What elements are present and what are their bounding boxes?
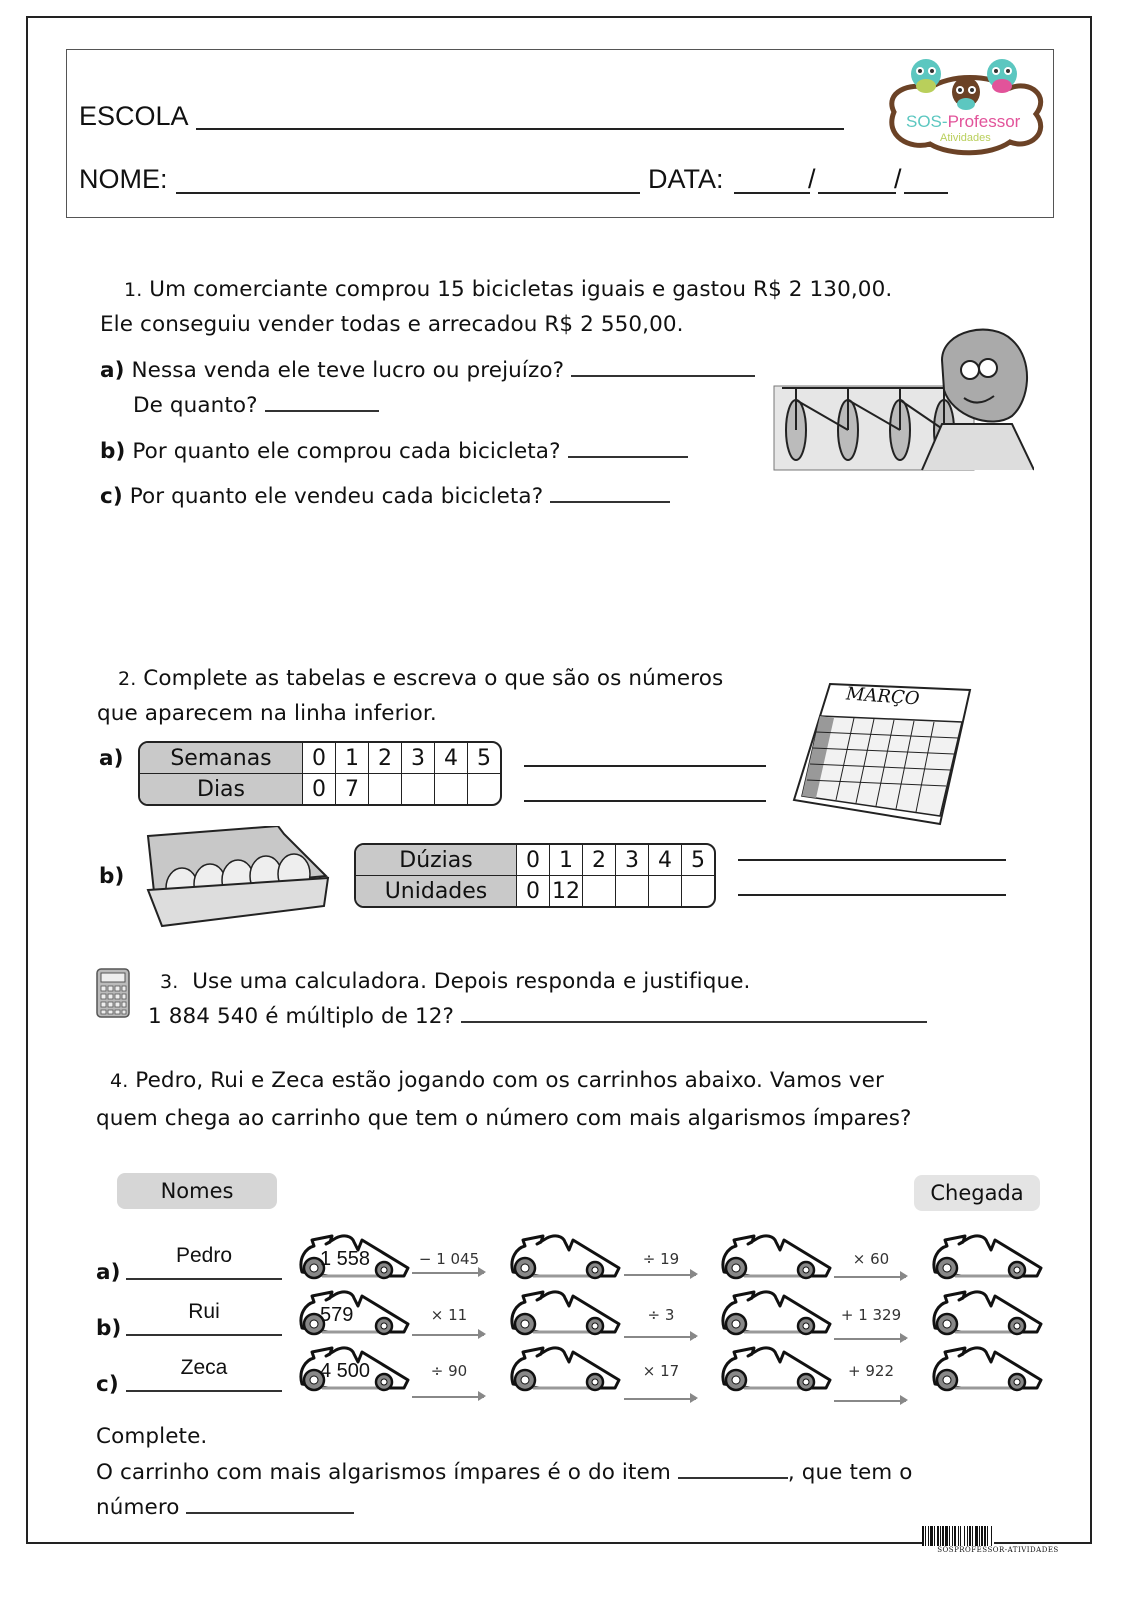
race-car-icon [503, 1232, 621, 1282]
logo-subtitle: Atividades [940, 132, 991, 144]
q3-text-line1: Use uma calculadora. Depois responda e justifique. [192, 969, 751, 994]
row-label: Dias [140, 774, 303, 804]
table-cell: 0 [303, 774, 336, 804]
complete-item-field[interactable] [678, 1477, 788, 1479]
table-cell: 0 [303, 743, 336, 774]
complete-line2 [96, 1495, 354, 1520]
q2-b-answer-field-2[interactable] [738, 894, 1006, 896]
logo-title-a: SOS- [906, 112, 948, 131]
date-separator: / [808, 164, 816, 194]
table-cell: 5 [468, 743, 500, 774]
q1-c-text: Por quanto ele vendeu cada bicicleta? [129, 484, 544, 509]
operation-label: × 60 [852, 1250, 890, 1268]
q2-a-answer-field-2[interactable] [524, 800, 766, 802]
date-separator: / [894, 164, 902, 194]
operation-label: + 922 [848, 1362, 894, 1380]
player-name-field[interactable]: Zeca [126, 1356, 282, 1392]
operation-label: ÷ 19 [642, 1250, 680, 1268]
race-car[interactable] [503, 1344, 621, 1394]
row-label: Semanas [140, 743, 303, 774]
arrow-icon [834, 1276, 906, 1278]
q2-text-line2: que aparecem na linha inferior. [97, 701, 437, 726]
date-day-field[interactable] [734, 192, 810, 194]
date-month-field[interactable] [818, 192, 896, 194]
race-car[interactable] [714, 1288, 832, 1338]
operation-label: + 1 329 [840, 1306, 902, 1324]
q3-answer-field[interactable] [461, 1021, 927, 1023]
q3-line1 [160, 969, 750, 994]
data-label: DATA: [648, 164, 724, 194]
q1-a2-text: De quanto? [133, 393, 258, 418]
player-name-field[interactable]: Pedro [126, 1244, 282, 1280]
q1-number: 1. [124, 279, 143, 301]
race-car-icon [503, 1344, 621, 1394]
escola-field[interactable] [196, 128, 844, 130]
q1-b-text: Por quanto ele comprou cada bicicleta? [132, 439, 561, 464]
names-header: Nomes [117, 1173, 277, 1209]
date-year-field[interactable] [904, 192, 948, 194]
race-car [292, 1344, 410, 1394]
table-cell: 1 [336, 743, 369, 774]
start-number: 579 [320, 1304, 354, 1326]
table-cell: 5 [682, 845, 714, 876]
q1-item-a [100, 358, 755, 383]
row-label: Dúzias [356, 845, 517, 876]
table-cell: 3 [402, 743, 435, 774]
table-cell-input[interactable] [369, 774, 402, 804]
escola-label: ESCOLA [79, 101, 189, 131]
q3-number: 3. [160, 971, 179, 993]
item-label: a) [99, 746, 124, 771]
table-cell: 12 [550, 876, 583, 906]
table-cell-input[interactable] [435, 774, 468, 804]
arrow-icon [412, 1334, 484, 1336]
q2-text-line1: Complete as tabelas e escreva o que são os números [143, 666, 724, 691]
race-car-icon [925, 1288, 1043, 1338]
barcode [922, 1526, 1074, 1554]
complete-text-a: O carrinho com mais algarismos ímpares é o do item [96, 1460, 671, 1485]
start-number: 1 558 [320, 1248, 371, 1270]
arrow-icon [834, 1338, 906, 1340]
q1-b-answer-field[interactable] [568, 456, 688, 458]
item-label: a) [100, 358, 125, 383]
item-label: b) [100, 439, 126, 464]
race-car[interactable] [503, 1232, 621, 1282]
nome-label: NOME: [79, 164, 168, 194]
nome-field[interactable] [176, 192, 640, 194]
table-cell: 0 [517, 876, 550, 906]
table-cell-input[interactable] [402, 774, 435, 804]
player-name-field[interactable]: Rui [126, 1300, 282, 1336]
q3-text-line2: 1 884 540 é múltiplo de 12? [148, 1004, 455, 1029]
table-cell-input[interactable] [682, 876, 714, 906]
bicycles-illustration [772, 320, 1034, 472]
item-label: c) [96, 1372, 119, 1397]
complete-text-c: número [96, 1495, 180, 1520]
finish-car[interactable] [925, 1344, 1043, 1394]
race-car-icon [714, 1344, 832, 1394]
logo-title-b: Professor [947, 112, 1021, 131]
q1-item-c [100, 484, 670, 509]
calculator-icon [96, 968, 130, 1018]
table-cell: 4 [649, 845, 682, 876]
q1-item-b [100, 439, 688, 464]
q2-b-answer-field-1[interactable] [738, 859, 1006, 861]
race-car-icon [714, 1232, 832, 1282]
race-car-icon [925, 1232, 1043, 1282]
q4-number: 4. [110, 1070, 129, 1092]
operation-label: − 1 045 [418, 1250, 480, 1268]
q4-text-line2: quem chega ao carrinho que tem o número com mais algarismos ímpares? [96, 1106, 912, 1131]
item-label: c) [100, 484, 123, 509]
table-cell-input[interactable] [583, 876, 616, 906]
q2-number: 2. [118, 668, 137, 690]
finish-car[interactable] [925, 1288, 1043, 1338]
race-car-icon [503, 1288, 621, 1338]
table-cell: 2 [583, 845, 616, 876]
race-car[interactable] [503, 1288, 621, 1338]
arrow-icon [624, 1398, 696, 1400]
sos-professor-logo [880, 52, 1050, 164]
item-label: a) [96, 1260, 121, 1285]
arrow-icon [834, 1400, 906, 1402]
complete-number-field[interactable] [186, 1512, 354, 1514]
q1-c-answer-field[interactable] [550, 501, 670, 503]
race-car [292, 1288, 410, 1338]
operation-label: ÷ 90 [430, 1362, 468, 1380]
table-cell: 3 [616, 845, 649, 876]
table-cell: 7 [336, 774, 369, 804]
calendar-title: MARÇO [845, 683, 921, 710]
table-cell-input[interactable] [468, 774, 500, 804]
finish-header: Chegada [914, 1175, 1040, 1211]
operation-label: × 11 [430, 1306, 468, 1324]
row-label: Unidades [356, 876, 517, 906]
q1-a-answer-field[interactable] [571, 375, 755, 377]
table-cell-input[interactable] [616, 876, 649, 906]
race-car[interactable] [714, 1344, 832, 1394]
race-car-icon [925, 1344, 1043, 1394]
race-car[interactable] [714, 1232, 832, 1282]
q1-text-line2: Ele conseguiu vender todas e arrecadou R$ 2 550,00. [100, 312, 684, 337]
operation-label: ÷ 3 [647, 1306, 675, 1324]
q3-item [148, 1004, 927, 1029]
arrow-icon [624, 1274, 696, 1276]
table-cell: 0 [517, 845, 550, 876]
barcode-bar [992, 1526, 994, 1546]
complete-text-b: , que tem o [787, 1460, 913, 1485]
egg-carton-illustration [142, 826, 334, 932]
q1-a-text: Nessa venda ele teve lucro ou prejuízo? [131, 358, 565, 383]
start-number: 4 500 [320, 1360, 371, 1382]
complete-label: Complete. [96, 1424, 208, 1449]
q1-item-a2 [133, 393, 379, 418]
q1-line1 [124, 277, 892, 302]
table-cell: 2 [369, 743, 402, 774]
operation-label: × 17 [642, 1362, 680, 1380]
item-label: b) [96, 1316, 122, 1341]
arrow-icon [412, 1396, 484, 1398]
item-label: b) [99, 864, 125, 889]
complete-line1 [96, 1460, 913, 1485]
q1-text-line1: Um comerciante comprou 15 bicicletas iguais e gastou R$ 2 130,00. [149, 277, 893, 302]
arrow-icon [412, 1272, 484, 1274]
q2-line1 [118, 666, 723, 691]
table-duzias-unidades [354, 843, 716, 908]
table-cell: 1 [550, 845, 583, 876]
race-car-icon [714, 1288, 832, 1338]
q4-text-line1: Pedro, Rui e Zeca estão jogando com os carrinhos abaixo. Vamos ver [135, 1068, 884, 1093]
table-cell: 4 [435, 743, 468, 774]
arrow-icon [624, 1336, 696, 1338]
calendar-illustration [790, 676, 972, 826]
q4-line1 [110, 1068, 884, 1093]
barcode-caption: SOSPROFESSOR-ATIVIDADES [937, 1546, 1059, 1554]
q2-a-answer-field-1[interactable] [524, 765, 766, 767]
q1-a2-answer-field[interactable] [265, 410, 379, 412]
race-car [292, 1232, 410, 1282]
table-semanas-dias [138, 741, 502, 806]
finish-car[interactable] [925, 1232, 1043, 1282]
table-cell-input[interactable] [649, 876, 682, 906]
